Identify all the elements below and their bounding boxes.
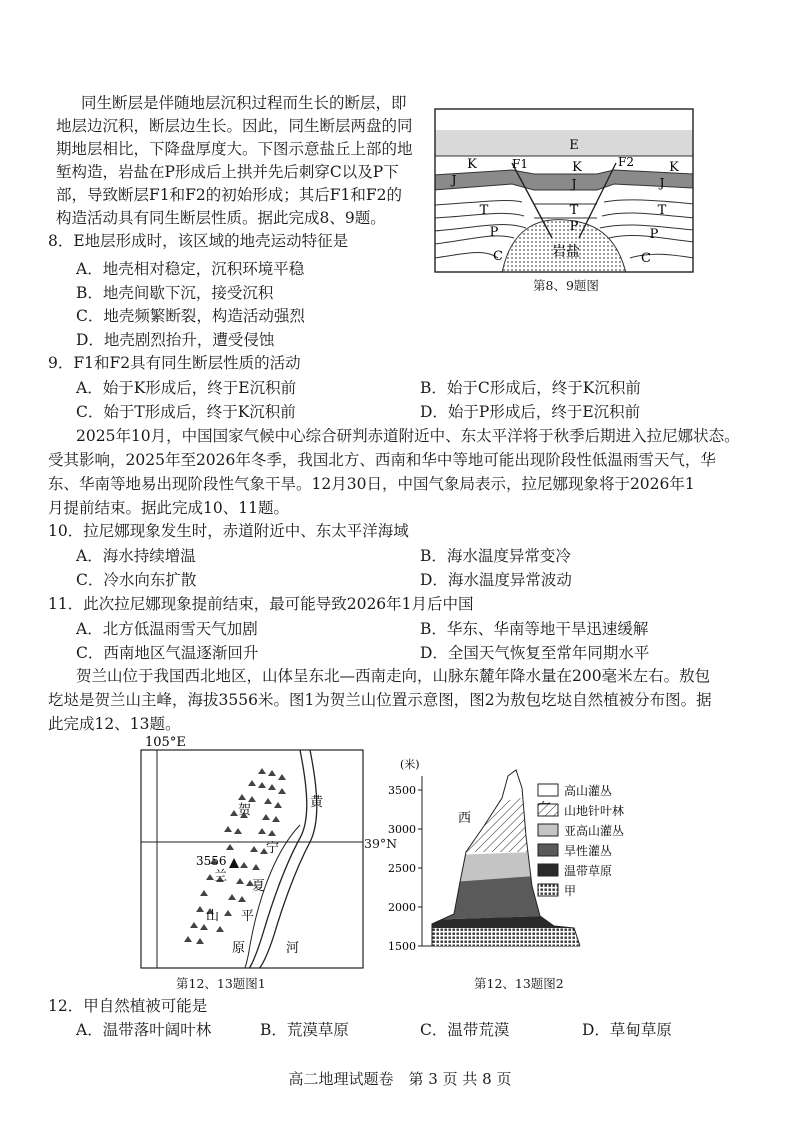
q10-stem: 10．拉尼娜现象发生时，赤道附近中、东太平洋海域 (48, 522, 409, 540)
y-tick-label: 1500 (388, 940, 416, 953)
q11-stem: 11．此次拉尼娜现象提前结束，最可能导致2026年1月后中国 (48, 595, 474, 613)
fault-f2-label: F2 (618, 155, 634, 169)
layer-p-label-right: P (649, 227, 659, 242)
legend-item: 亚高山灌丛 (564, 824, 625, 838)
map-label-xia: 夏 (252, 879, 266, 894)
intro1-line: 构造活动具有同生断层性质。据此完成8、9题。 (56, 209, 386, 227)
legend-item: 甲 (564, 884, 577, 898)
map-label-river: 河 (286, 941, 300, 956)
q9-option: B．始于C形成后，终于K沉积前 (420, 379, 641, 397)
y-tick-label: 3500 (388, 784, 416, 797)
layer-k-label-mid: K (572, 160, 582, 175)
map-label-ning: 宁 (266, 841, 280, 856)
q8-option: D．地壳剧烈抬升，遭受侵蚀 (76, 331, 275, 349)
q10-option: B．海水温度异常变冷 (420, 547, 571, 565)
map-label-huang: 黄 (310, 795, 324, 810)
layer-j-label-mid: J (571, 177, 577, 191)
page-footer: 高二地理试题卷 第 3 页 共 8 页 (288, 1070, 512, 1088)
map-label-lan: 兰 (214, 869, 228, 884)
map-label-shan: 山 (206, 909, 220, 924)
layer-c-label-left: C (493, 249, 503, 264)
west-label: 西 (458, 811, 472, 826)
figure-8-9 (434, 108, 694, 278)
q10-option: D．海水温度异常波动 (420, 571, 572, 589)
q11-option: D．全国天气恢复至常年同期水平 (420, 644, 650, 662)
figure-12-13-vegetation (384, 756, 646, 956)
q8-option: B．地壳间歇下沉，接受沉积 (76, 284, 274, 302)
q10-option: A．海水持续增温 (76, 547, 196, 565)
q10-option: C．冷水向东扩散 (76, 571, 197, 589)
layer-j-label-left: J (451, 173, 457, 187)
figure-8-9-caption: 第8、9题图 (533, 278, 599, 293)
lat-label-outside: 39°N (364, 836, 398, 851)
intro1-line: 期地层相比，下降盘厚度大。下图示意盐丘上部的地 (56, 140, 413, 158)
legend-item: 山地针叶林 (564, 804, 625, 818)
intro1-line: 地层边沉积，断层边生长。因此，同生断层两盘的同 (56, 117, 413, 135)
figure-12-13-map (140, 730, 370, 970)
intro2-line: 月提前结束。据此完成10、11题。 (48, 499, 289, 517)
salt-label: 岩盐 (552, 244, 580, 260)
intro3-line: 圪垯是贺兰山主峰，海拔3556米。图1为贺兰山位置示意图，图2为敖包圪垯自然植被分布图。据 (48, 691, 712, 709)
q9-option: C．始于T形成后，终于K沉积前 (76, 403, 296, 421)
layer-k-label-left: K (467, 157, 477, 172)
y-unit-label: (米) (400, 758, 420, 771)
q12-option: B．荒漠草原 (260, 1021, 349, 1039)
layer-j-label-right: J (659, 176, 665, 190)
layer-t-label-mid: T (569, 203, 579, 218)
lon-label: 105°E (145, 735, 186, 750)
q11-option: A．北方低温雨雪天气加剧 (76, 620, 258, 638)
intro1-line: 部，导致断层F1和F2的初始形成；其后F1和F2的 (56, 186, 402, 204)
map-label-he: 贺 (238, 803, 252, 818)
intro2-line: 受其影响，2025年至2026年冬季，我国北方、西南和华中等地可能出现阶段性低温雨雪天气，华 (48, 451, 716, 469)
y-tick-label: 3000 (388, 823, 416, 836)
q12-option: D．草甸草原 (582, 1021, 672, 1039)
q8-option: A．地壳相对稳定，沉积环境平稳 (76, 260, 305, 278)
fault-f1-label: F1 (512, 157, 528, 171)
layer-p-label-mid: P (569, 219, 579, 234)
q9-option: D．始于P形成后，终于E沉积前 (420, 403, 641, 421)
legend-item: 温带草原 (564, 864, 613, 878)
layer-c-label-right: C (641, 251, 651, 266)
figure-12-13-vegetation-caption: 第12、13题图2 (474, 976, 564, 991)
legend-item: 旱性灌丛 (564, 844, 613, 858)
intro1-line: 同生断层是伴随地层沉积过程而生长的断层，即 (81, 94, 407, 112)
y-tick-label: 2000 (388, 901, 416, 914)
intro3-line: 此完成12、13题。 (48, 715, 181, 733)
q8-option: C．地壳频繁断裂，构造活动强烈 (76, 307, 305, 325)
layer-p-label-left: P (489, 225, 499, 240)
map-label-ping: 平 (241, 909, 255, 924)
layer-k-label-right: K (669, 160, 679, 175)
intro3-line: 贺兰山位于我国西北地区，山体呈东北—西南走向，山脉东麓年降水量在200毫米左右。敖包 (76, 667, 711, 685)
q11-option: B．华东、华南等地干旱迅速缓解 (420, 620, 649, 638)
layer-t-label-right: T (657, 203, 667, 218)
figure-12-13-map-caption: 第12、13题图1 (176, 976, 266, 991)
q8-stem: 8．E地层形成时，该区域的地壳运动特征是 (48, 232, 349, 250)
q12-stem: 12．甲自然植被可能是 (48, 997, 208, 1015)
y-tick-label: 2500 (388, 862, 416, 875)
q11-option: C．西南地区气温逐渐回升 (76, 644, 259, 662)
intro2-line: 2025年10月，中国国家气候中心综合研判赤道附近中、东太平洋将于秋季后期进入拉尼娜状态。 (76, 427, 740, 445)
peak-elevation-label: 3556 (196, 854, 227, 868)
layer-t-label-left: T (479, 203, 489, 218)
intro2-line: 东、华南等地易出现阶段性气象干旱。12月30日，中国气象局表示，拉尼娜现象将于2026年1 (48, 475, 695, 493)
map-label-yuan: 原 (232, 941, 246, 956)
legend-item: 高山灌丛 (564, 784, 613, 798)
intro1-line: 堑构造，岩盐在P形成后上拱并先后刺穿C以及P下 (56, 163, 399, 181)
q9-stem: 9．F1和F2具有同生断层性质的活动 (48, 354, 301, 372)
q9-option: A．始于K形成后，终于E沉积前 (76, 379, 297, 397)
q12-option: A．温带落叶阔叶林 (76, 1021, 212, 1039)
layer-e-label: E (569, 138, 579, 153)
q12-option: C．温带荒漠 (420, 1021, 510, 1039)
